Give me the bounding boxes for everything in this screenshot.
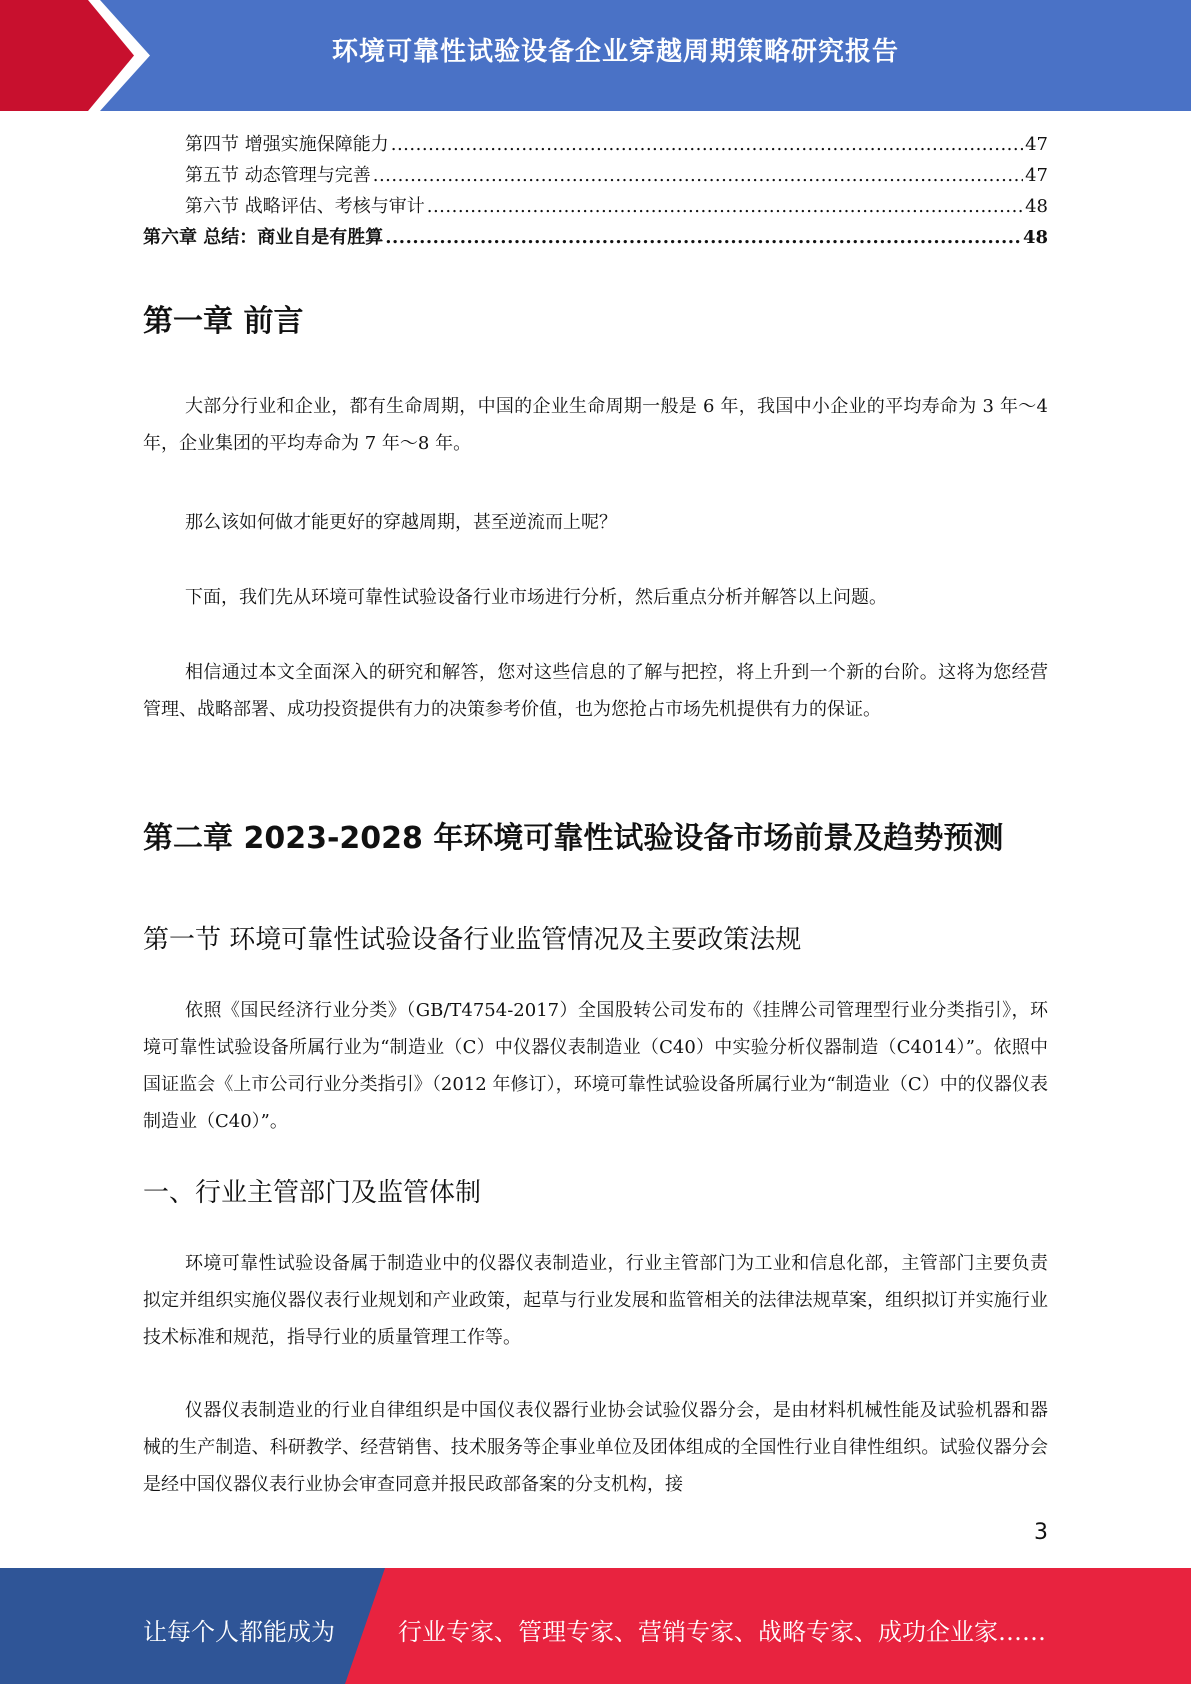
body-paragraph: 大部分行业和企业，都有生命周期，中国的企业生命周期一般是 6 年，我国中小企业的平均寿命为 3 年～4 年，企业集团的平均寿命为 7 年～8 年。: [143, 396, 1048, 454]
section-heading: 第一节 环境可靠性试验设备行业监管情况及主要政策法规: [143, 925, 802, 955]
report-footer: [0, 1568, 1191, 1684]
toc-entry-page: 47: [1025, 165, 1048, 186]
toc-entry-title: 第四节 增强实施保障能力: [185, 134, 389, 155]
page-number: 3: [1034, 1520, 1048, 1545]
toc-entry[interactable]: [143, 192, 1048, 223]
toc-entry[interactable]: [143, 130, 1048, 161]
body-paragraph: 下面，我们先从环境可靠性试验设备行业市场进行分析，然后重点分析并解答以上问题。: [185, 587, 887, 608]
toc-leader-dots: [373, 165, 1023, 186]
toc-entry-title: 第六节 战略评估、考核与审计: [185, 196, 425, 217]
chapter-heading: 第一章 前言: [143, 304, 304, 339]
toc-leader-dots: [391, 134, 1023, 155]
report-header: [0, 0, 1191, 111]
table-of-contents: [143, 130, 1048, 254]
toc-chapter-entry[interactable]: [143, 223, 1048, 254]
toc-entry-page: 48: [1022, 227, 1048, 248]
toc-entry-page: 47: [1025, 134, 1048, 155]
body-paragraph: 环境可靠性试验设备属于制造业中的仪器仪表制造业，行业主管部门为工业和信息化部，主管部门主要负责拟定并组织实施仪器仪表行业规划和产业政策，起草与行业发展和监管相关的法律法规草案，组织拟订并实施行业技术标准和规范，指导行业的质量管理工作等。: [143, 1253, 1048, 1348]
toc-leader-dots: [427, 196, 1023, 217]
chapter-heading: 第二章 2023-2028 年环境可靠性试验设备市场前景及趋势预测: [143, 821, 1004, 856]
subsection-heading: 一、行业主管部门及监管体制: [143, 1178, 482, 1208]
body-paragraph: 那么该如何做才能更好的穿越周期，甚至逆流而上呢？: [185, 512, 617, 533]
toc-entry-title: 第五节 动态管理与完善: [185, 165, 371, 186]
toc-entry-page: 48: [1025, 196, 1048, 217]
toc-entry[interactable]: [143, 161, 1048, 192]
toc-leader-dots: [385, 227, 1021, 248]
header-arrow-icon: [0, 0, 160, 111]
toc-entry-title: 第六章 总结：商业自是有胜算: [143, 227, 384, 248]
footer-slogan-right: 行业专家、管理专家、营销专家、战略专家、成功企业家……: [398, 1618, 1046, 1646]
body-paragraph: 相信通过本文全面深入的研究和解答，您对这些信息的了解与把控，将上升到一个新的台阶。这将为您经营管理、战略部署、成功投资提供有力的决策参考价值，也为您抢占市场先机提供有力的保证。: [143, 662, 1048, 720]
body-paragraph: 依照《国民经济行业分类》（GB/T4754-2017）全国股转公司发布的《挂牌公司管理型行业分类指引》，环境可靠性试验设备所属行业为“制造业（C）中仪器仪表制造业（C40）中实验分析仪器制造（C4014）”。依照中国证监会《上市公司行业分类指引》（2012 年修订），环境可靠性试验设备所属行业为“制造业（C）中的仪器仪表制造业（C40）”。: [143, 1000, 1048, 1132]
report-title: 环境可靠性试验设备企业穿越周期策略研究报告: [331, 37, 899, 67]
body-paragraph: 仪器仪表制造业的行业自律组织是中国仪表仪器行业协会试验仪器分会，是由材料机械性能及试验机器和器械的生产制造、科研教学、经营销售、技术服务等企事业单位及团体组成的全国性行业自律性组织。试验仪器分会是经中国仪器仪表行业协会审查同意并报民政部备案的分支机构，接: [143, 1400, 1048, 1495]
footer-slogan-left: 让每个人都能成为: [143, 1618, 335, 1646]
